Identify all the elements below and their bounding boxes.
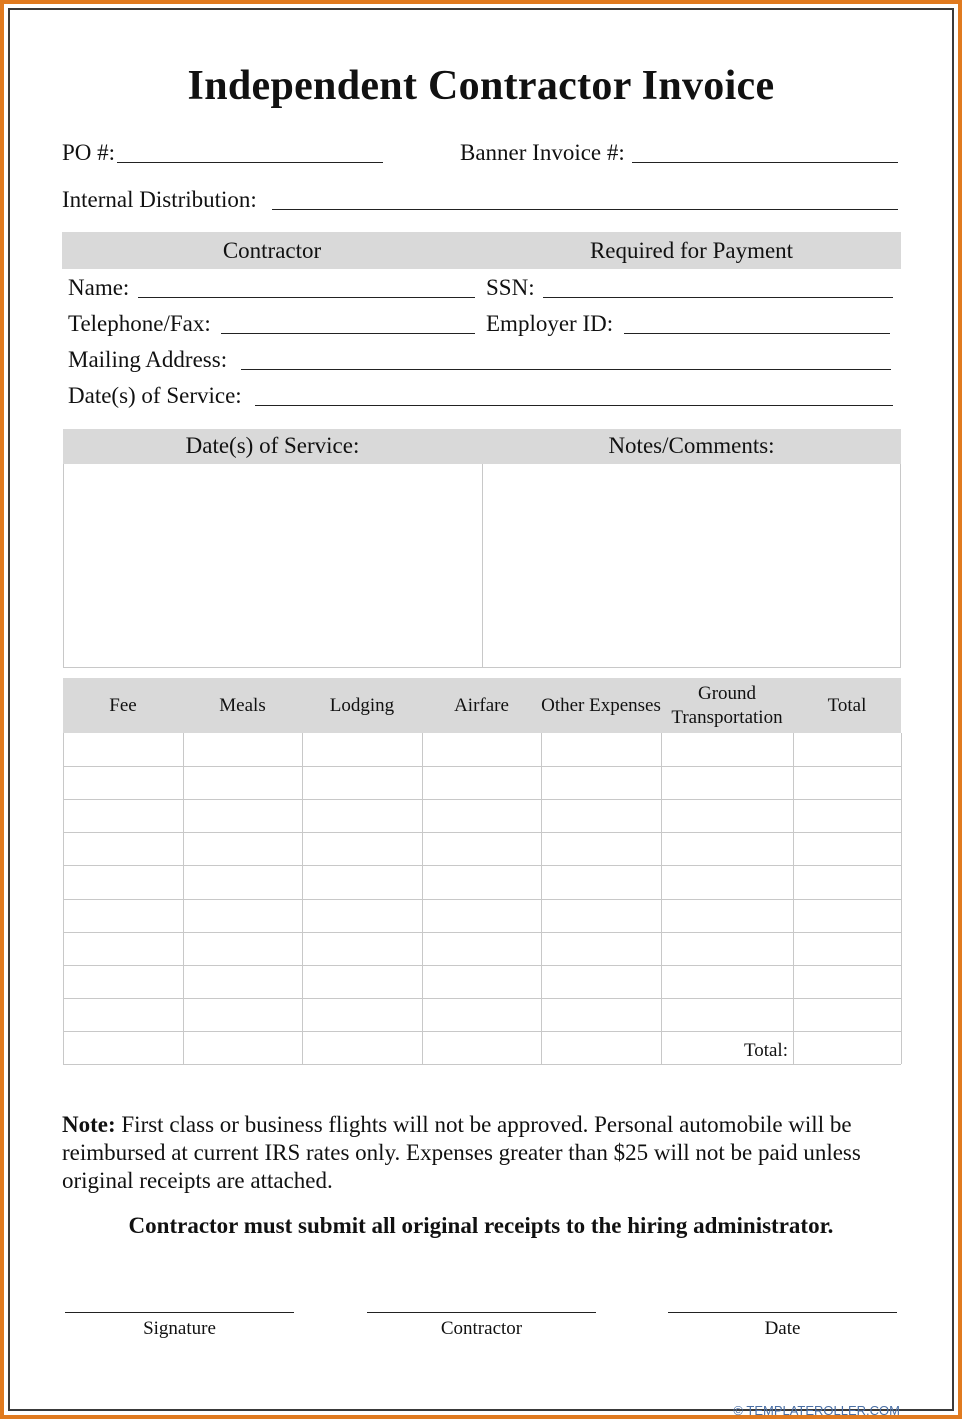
dates-of-service-area[interactable] (64, 464, 482, 667)
table-cell[interactable] (303, 767, 422, 799)
table-column-line (901, 733, 902, 1064)
note-text: First class or business flights will not be approved. Personal automobile will be reimbursed at current IRS rates only. Expenses greater than $25 will not be paid unless original receipts are attached. (62, 1112, 861, 1193)
table-cell[interactable] (794, 833, 901, 865)
notes-comments-area[interactable] (483, 464, 900, 667)
table-cell[interactable] (64, 833, 183, 865)
table-cell[interactable] (64, 767, 183, 799)
column-header-airfare: Airfare (454, 694, 509, 716)
table-cell[interactable] (184, 800, 302, 832)
table-cell[interactable] (184, 966, 302, 998)
total-row-label: Total: (743, 1040, 788, 1061)
table-cell[interactable] (423, 800, 541, 832)
table-cell[interactable] (794, 866, 901, 898)
employer-id-field[interactable] (624, 333, 890, 334)
grand-total-cell[interactable] (794, 1032, 901, 1064)
dates-of-service-field[interactable] (255, 405, 893, 406)
table-cell[interactable] (64, 999, 183, 1031)
table-cell[interactable] (184, 900, 302, 932)
table-cell[interactable] (64, 900, 183, 932)
banner-invoice-field[interactable] (632, 162, 898, 163)
table-cell[interactable] (662, 833, 793, 865)
table-cell[interactable] (423, 767, 541, 799)
mailing-address-label: Mailing Address: (68, 347, 228, 372)
column-header-meals: Meals (219, 694, 266, 716)
note-label: Note: (62, 1112, 116, 1137)
table-cell[interactable] (423, 966, 541, 998)
table-cell[interactable] (662, 866, 793, 898)
signature-label: Signature (143, 1318, 216, 1339)
table-cell[interactable] (662, 800, 793, 832)
table-cell[interactable] (423, 933, 541, 965)
date-signature-label: Date (764, 1318, 801, 1339)
contractor-header: Contractor (222, 238, 322, 263)
banner-invoice-label: Banner Invoice #: (460, 140, 625, 165)
contractor-signature-line[interactable] (367, 1312, 596, 1313)
table-cell[interactable] (184, 866, 302, 898)
table-row-line (63, 1031, 901, 1032)
telephone-fax-field[interactable] (221, 333, 475, 334)
column-header-fee: Fee (109, 694, 137, 716)
table-cell[interactable] (423, 999, 541, 1031)
table-cell[interactable] (423, 734, 541, 766)
name-field[interactable] (138, 297, 475, 298)
table-cell[interactable] (303, 866, 422, 898)
ssn-label: SSN: (486, 275, 535, 300)
contractor-signature-label: Contractor (440, 1318, 523, 1339)
signature-line[interactable] (65, 1312, 294, 1313)
table-cell[interactable] (303, 933, 422, 965)
name-label: Name: (68, 275, 130, 300)
required-for-payment-header: Required for Payment (589, 238, 794, 263)
table-cell[interactable] (542, 734, 661, 766)
table-cell[interactable] (423, 833, 541, 865)
table-cell[interactable] (662, 966, 793, 998)
dates-of-service-header: Date(s) of Service: (185, 433, 360, 458)
table-cell[interactable] (662, 734, 793, 766)
service-box-right-edge (900, 464, 901, 668)
table-cell[interactable] (794, 900, 901, 932)
internal-distribution-label: Internal Distribution: (62, 187, 257, 212)
table-cell[interactable] (64, 933, 183, 965)
table-cell[interactable] (303, 800, 422, 832)
receipt-notice: Contractor must submit all original receipts to the hiring administrator. (128, 1213, 834, 1238)
notes-comments-header: Notes/Comments: (608, 433, 775, 458)
table-cell[interactable] (794, 800, 901, 832)
internal-distribution-field[interactable] (272, 209, 898, 210)
dates-of-service-label: Date(s) of Service: (68, 383, 242, 408)
note-paragraph (62, 1111, 907, 1195)
table-cell[interactable] (423, 900, 541, 932)
po-field[interactable] (117, 162, 383, 163)
employer-id-label: Employer ID: (486, 311, 614, 336)
table-cell[interactable] (662, 933, 793, 965)
page-title: Independent Contractor Invoice (187, 63, 775, 109)
table-cell[interactable] (303, 734, 422, 766)
table-cell[interactable] (794, 999, 901, 1031)
table-cell[interactable] (794, 966, 901, 998)
table-cell[interactable] (542, 800, 661, 832)
table-cell[interactable] (184, 833, 302, 865)
table-cell[interactable] (542, 933, 661, 965)
table-cell[interactable] (542, 900, 661, 932)
table-cell[interactable] (794, 933, 901, 965)
po-label: PO #: (62, 140, 116, 165)
service-box-bottom-edge (63, 667, 901, 668)
table-row-line (63, 1064, 901, 1065)
table-cell[interactable] (64, 734, 183, 766)
table-cell[interactable] (542, 999, 661, 1031)
column-header-lodging: Lodging (329, 694, 395, 716)
table-cell[interactable] (542, 966, 661, 998)
date-signature-line[interactable] (668, 1312, 897, 1313)
footer-credit: © TEMPLATEROLLER.COM (733, 1403, 900, 1418)
table-cell[interactable] (184, 767, 302, 799)
table-cell[interactable] (303, 833, 422, 865)
column-header-total: Total (827, 694, 867, 716)
table-cell[interactable] (662, 999, 793, 1031)
table-cell[interactable] (184, 734, 302, 766)
ssn-field[interactable] (543, 297, 893, 298)
telephone-fax-label: Telephone/Fax: (68, 311, 211, 336)
table-cell[interactable] (542, 866, 661, 898)
table-cell[interactable] (794, 767, 901, 799)
table-cell[interactable] (662, 767, 793, 799)
table-cell[interactable] (662, 900, 793, 932)
table-cell[interactable] (303, 999, 422, 1031)
column-header-ground-transportation: Ground Transportation (671, 682, 783, 728)
table-cell[interactable] (303, 900, 422, 932)
table-cell[interactable] (542, 767, 661, 799)
table-cell[interactable] (423, 866, 541, 898)
column-header-other-expenses: Other Expenses (541, 694, 661, 716)
table-cell[interactable] (303, 966, 422, 998)
mailing-address-field[interactable] (241, 369, 891, 370)
table-cell[interactable] (184, 933, 302, 965)
table-cell[interactable] (542, 833, 661, 865)
table-cell[interactable] (64, 966, 183, 998)
table-cell[interactable] (64, 866, 183, 898)
table-cell[interactable] (184, 999, 302, 1031)
table-cell[interactable] (794, 734, 901, 766)
table-cell[interactable] (64, 800, 183, 832)
